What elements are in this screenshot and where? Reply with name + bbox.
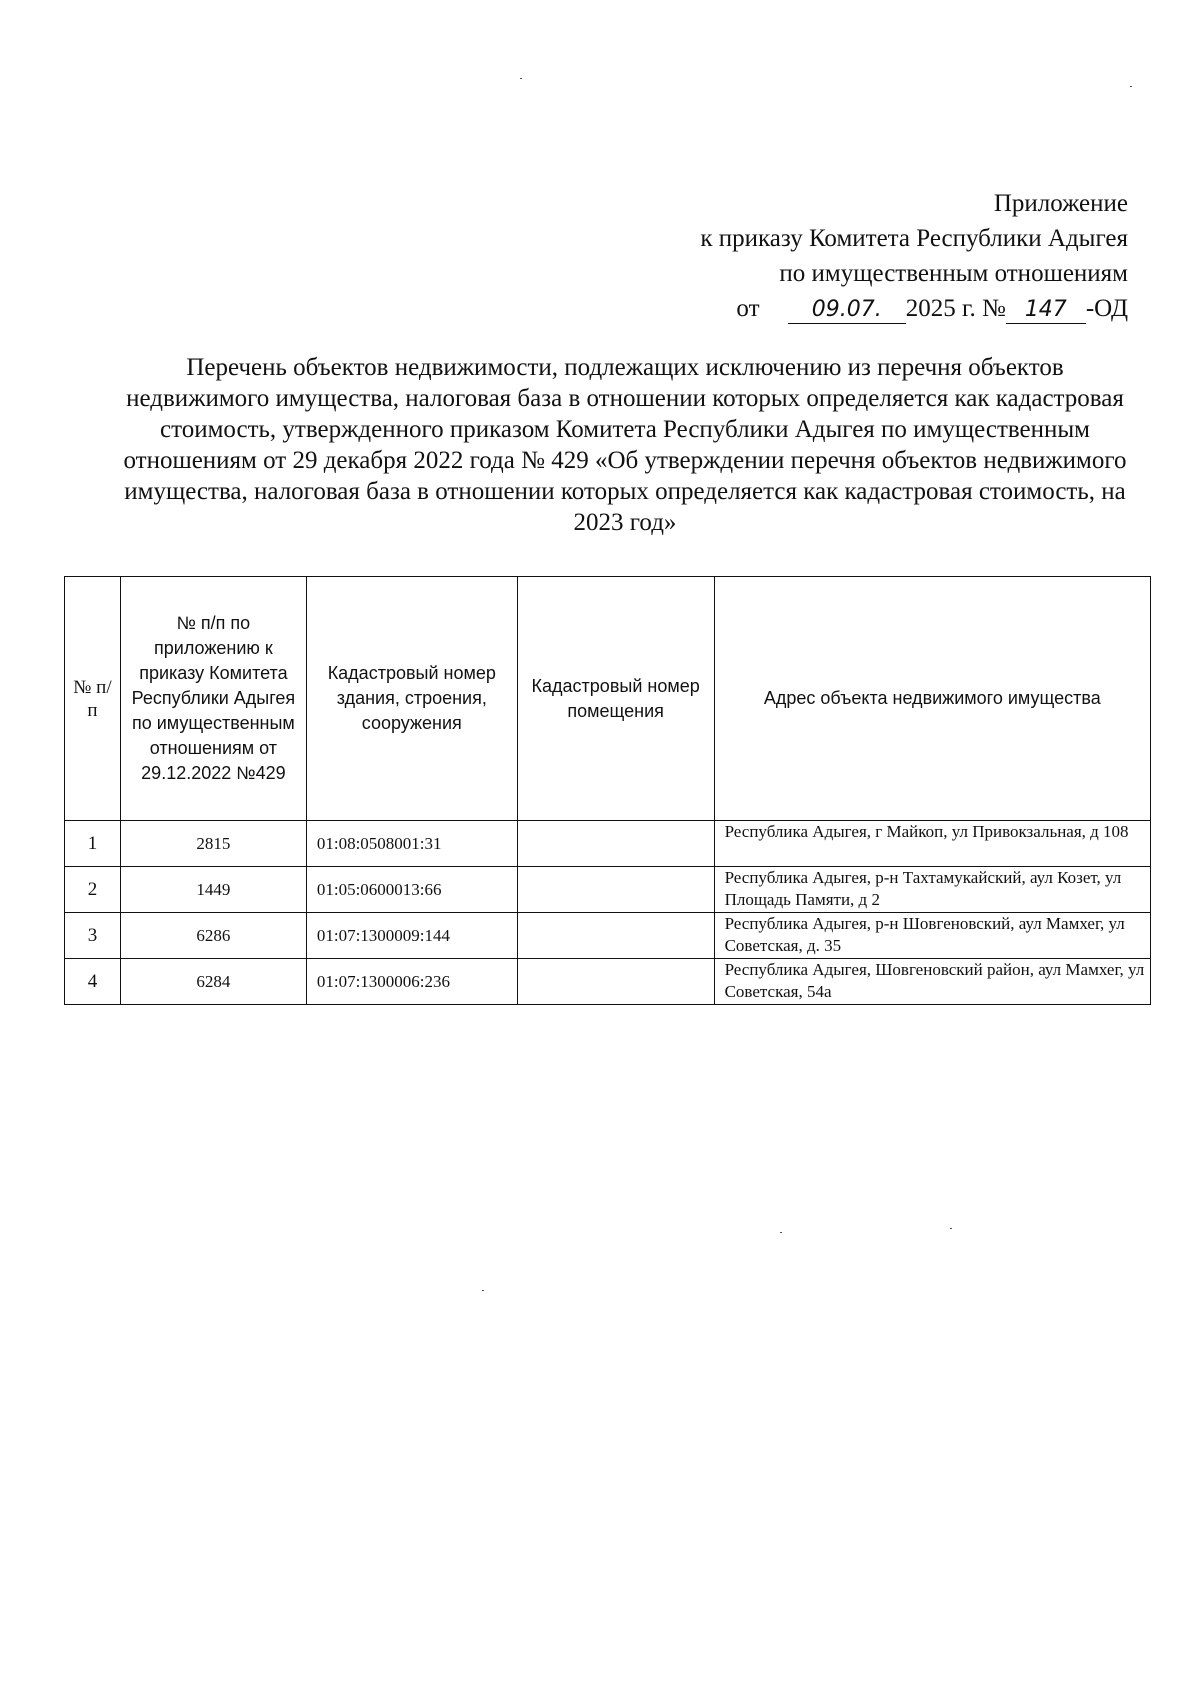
- handwritten-order-number: 147: [1006, 297, 1086, 324]
- cell-address: Республика Адыгея, г Майкоп, ул Привокзальная, д 108: [714, 821, 1150, 867]
- header-room-cadastral: Кадастровый номер помещения: [517, 577, 714, 821]
- cell-reference: 6284: [120, 959, 306, 1005]
- handwritten-date: 09.07.: [788, 297, 906, 324]
- order-reference: к приказу Комитета Республики Адыгея: [700, 225, 1128, 252]
- cell-reference: 2815: [120, 821, 306, 867]
- order-reference-cont: по имущественным отношениям: [779, 260, 1128, 287]
- table-header-row: [65, 577, 1151, 821]
- scan-speck: [950, 1228, 952, 1229]
- cell-room-cadastral: [517, 867, 714, 913]
- document-title: Перечень объектов недвижимости, подлежащих исключению из перечня объектов недвижимого имущества, налоговая база в отношении которых определяется как кадастровая стоимость, утвержденного приказом Комитета Республики Адыгея по имущественным отношениям от 29 декабря 2022 года № 429 «Об утверждении перечня объектов недвижимого имущества, налоговая база в отношении которых определяется как кадастровая стоимость, на 2023 год»: [123, 354, 1127, 536]
- cell-building-cadastral: 01:08:0508001:31: [306, 821, 517, 867]
- objects-table: [64, 576, 1151, 1005]
- order-date-line: [428, 291, 1128, 326]
- header-building-cadastral: Кадастровый номер здания, строения, сооружения: [306, 577, 517, 821]
- cell-reference: 1449: [120, 867, 306, 913]
- scan-speck: [520, 78, 522, 79]
- cell-room-cadastral: [517, 821, 714, 867]
- year-text: 2025 г. №: [905, 295, 1006, 322]
- header-reference: № п/п по приложению к приказу Комитета Республики Адыгея по имущественным отношениям от 29.12.2022 №429: [120, 577, 306, 821]
- document-header: [428, 186, 1128, 326]
- table-row: [65, 913, 1151, 959]
- cell-address: Республика Адыгея, р-н Шовгеновский, аул Мамхег, ул Советская, д. 35: [714, 913, 1150, 959]
- scan-speck: [482, 1290, 484, 1291]
- cell-address: Республика Адыгея, Шовгеновский район, аул Мамхег, ул Советская, 54а: [714, 959, 1150, 1005]
- scan-speck: [1130, 86, 1132, 87]
- cell-room-cadastral: [517, 913, 714, 959]
- header-index: № п/п: [65, 577, 121, 821]
- cell-room-cadastral: [517, 959, 714, 1005]
- cell-building-cadastral: 01:07:1300006:236: [306, 959, 517, 1005]
- table-row: [65, 867, 1151, 913]
- date-prefix: от: [736, 295, 760, 322]
- appendix-label: Приложение: [993, 190, 1128, 217]
- cell-index: 2: [65, 867, 121, 913]
- cell-building-cadastral: 01:07:1300009:144: [306, 913, 517, 959]
- cell-index: 4: [65, 959, 121, 1005]
- order-suffix: -ОД: [1085, 295, 1128, 322]
- cell-reference: 6286: [120, 913, 306, 959]
- cell-index: 3: [65, 913, 121, 959]
- scan-speck: [780, 1232, 782, 1233]
- cell-address: Республика Адыгея, р-н Тахтамукайский, аул Козет, ул Площадь Памяти, д 2: [714, 867, 1150, 913]
- header-address: Адрес объекта недвижимого имущества: [714, 577, 1150, 821]
- cell-index: 1: [65, 821, 121, 867]
- table-row: [65, 821, 1151, 867]
- cell-building-cadastral: 01:05:0600013:66: [306, 867, 517, 913]
- table-row: [65, 959, 1151, 1005]
